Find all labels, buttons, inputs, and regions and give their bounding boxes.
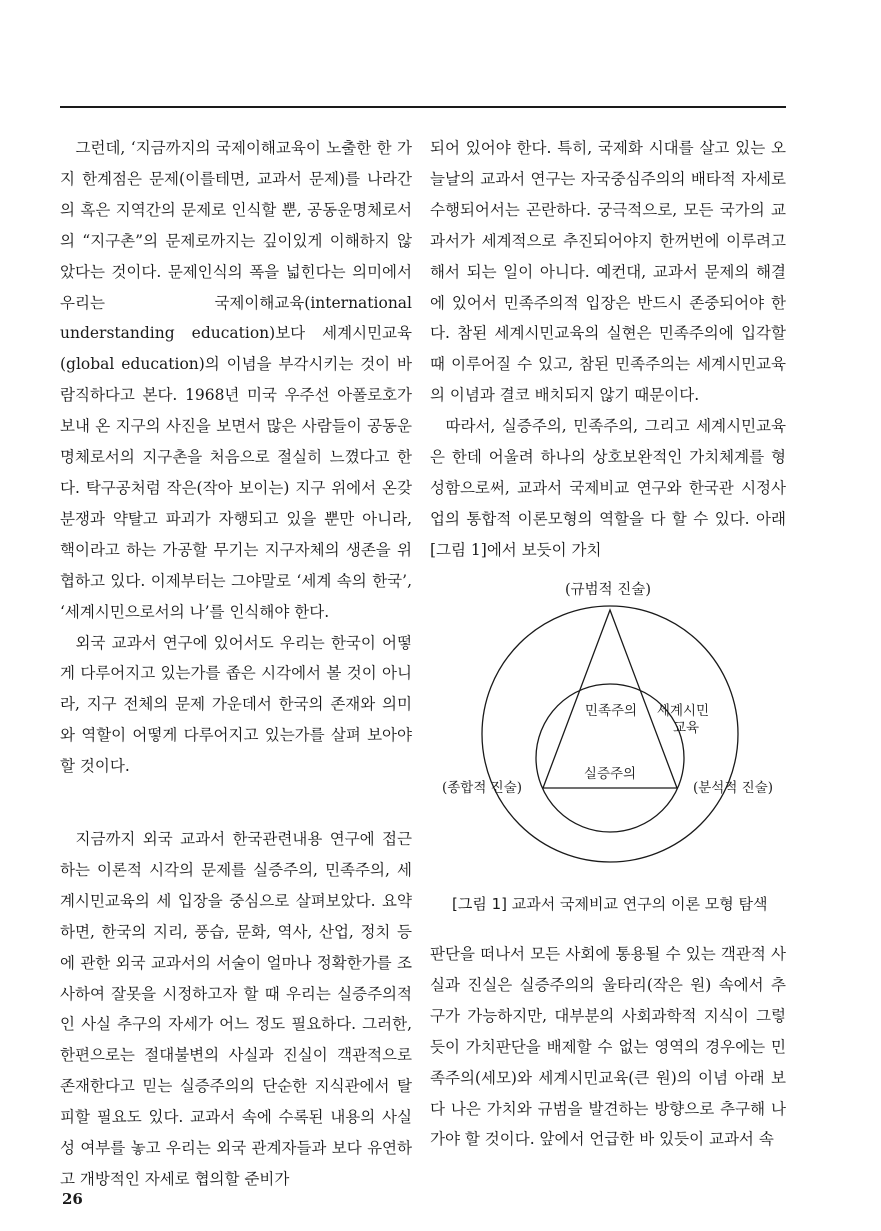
right-label: (분석적 진술) bbox=[692, 780, 774, 796]
paragraph: 되어 있어야 한다. 특히, 국제화 시대를 살고 있는 오늘날의 교과서 연구는 자국중심주의의 배타적 자세로 수행되어서는 곤란하다. 궁극적으로, 모든 국가의 교과서가 세계적으로 추진되어야지 한꺼번에 이루려고 해서 되는 일이 아니다. 예컨대, 교과서 문제의 해결에 있어서 민족주의적 입장은 반드시 존중되어야 한다. 참된 세계시민교육의 실현은 민족주의에 입각할 때 이루어질 수 있고, 참된 민족주의는 세계시민교육의 이념과 결코 배치되지 않기 때문이다. bbox=[430, 139, 786, 405]
theory-model-figure bbox=[430, 604, 786, 864]
paragraph: 외국 교과서 연구에 있어서도 우리는 한국이 어떻게 다루어지고 있는가를 좁은 시각에서 볼 것이 아니라, 지구 전체의 문제 가운데서 한국의 존재와 의미와 역할이 어떻게 다루어지고 있는가를 살펴 보아야 할 것이다. bbox=[60, 633, 412, 776]
paragraph: 그런데, ‘지금까지의 국제이해교육이 노출한 한 가지 한계점은 문제(이를테면, 교과서 문제)를 나라간의 혹은 지역간의 문제로 인식할 뿐, 공동운명체로서의 “지구촌”의 문제로까지는 깊이있게 이해하지 않았다는 것이다. 문제인식의 폭을 넓힌다는 의미에서 우리는 국제이해교육(international understanding education)보다 세계시민교육(global education)의 이념을 부각시키는 것이 바람직하다고 본다. 1968년 미국 우주선 아폴로호가 보내 온 지구의 사진을 보면서 많은 사람들이 공동운명체로서의 지구촌을 처음으로 절실히 느꼈다고 한다. 탁구공처럼 작은(작아 보이는) 지구 위에서 온갖 분쟁과 약탈고 파괴가 자행되고 있을 뿐만 아니라, 핵이라고 하는 가공할 무기는 지구자체의 생존을 위협하고 있다. 이제부터는 그야말로 ‘세계 속의 한국’, ‘세계시민으로서의 나’를 인식해야 한다. bbox=[60, 139, 412, 621]
paragraph: 지금까지 외국 교과서 한국관련내용 연구에 접근하는 이론적 시각의 문제를 실증주의, 민족주의, 세계시민교육의 세 입장을 중심으로 살펴보았다. 요약하면, 한국의 지리, 풍습, 문화, 역사, 산업, 정치 등에 관한 외국 교과서의 서술이 얼마나 정확한가를 조사하여 잘못을 시정하고자 할 때 우리는 실증주의적인 사실 추구의 자세가 어느 정도 필요하다. 그러한, 한편으로는 절대불변의 사실과 진실이 객관적으로 존재한다고 믿는 실증주의의 단순한 지식관에서 탈피할 필요도 있다. 교과서 속에 수록된 내용의 사실성 여부를 놓고 우리는 외국 관계자들과 보다 유연하고 개방적인 자세로 협의할 준비가 bbox=[60, 830, 412, 1188]
triangle bbox=[543, 610, 677, 788]
positivism-label: 실증주의 bbox=[583, 766, 637, 782]
paragraph: 판단을 떠나서 모든 사회에 통용될 수 있는 객관적 사실과 진실은 실증주의의 울타리(작은 원) 속에서 추구가 가능하지만, 대부분의 사회과학적 지식이 그렇듯이 가치판단을 배제할 수 없는 영역의 경우에는 민족주의(세모)와 세계시민교육(큰 원)의 이념 아래 보다 나은 가치와 규범을 발견하는 방향으로 추구해 나가야 할 것이다. 앞에서 언급한 바 있듯이 교과서 속 bbox=[430, 945, 786, 1149]
header-rule bbox=[60, 106, 786, 108]
left-label: (종합적 진술) bbox=[441, 780, 523, 796]
right-column-bottom bbox=[430, 939, 786, 1155]
right-column-top bbox=[430, 133, 786, 566]
left-column bbox=[60, 133, 412, 1195]
figure-top-label: (규범적 진술) bbox=[565, 582, 651, 598]
global-label-line2: 교육 bbox=[672, 720, 700, 736]
page-number: 26 bbox=[62, 1190, 83, 1208]
figure-caption: [그림 1] 교과서 국제비교 연구의 이론 모형 탐색 bbox=[452, 895, 768, 913]
paragraph: 따라서, 실증주의, 민족주의, 그리고 세계시민교육은 한데 어울려 하나의 상호보완적인 가치체계를 형성함으로써, 교과서 국제비교 연구와 한국관 시정사업의 통합적 이론모형의 역할을 다 할 수 있다. 아래 [그림 1]에서 보듯이 가치 bbox=[430, 417, 786, 559]
triangle-label: 민족주의 bbox=[584, 703, 638, 719]
global-label-line1: 세계시민 bbox=[656, 703, 710, 719]
large-circle bbox=[482, 606, 738, 862]
figure-diagram bbox=[430, 604, 786, 864]
